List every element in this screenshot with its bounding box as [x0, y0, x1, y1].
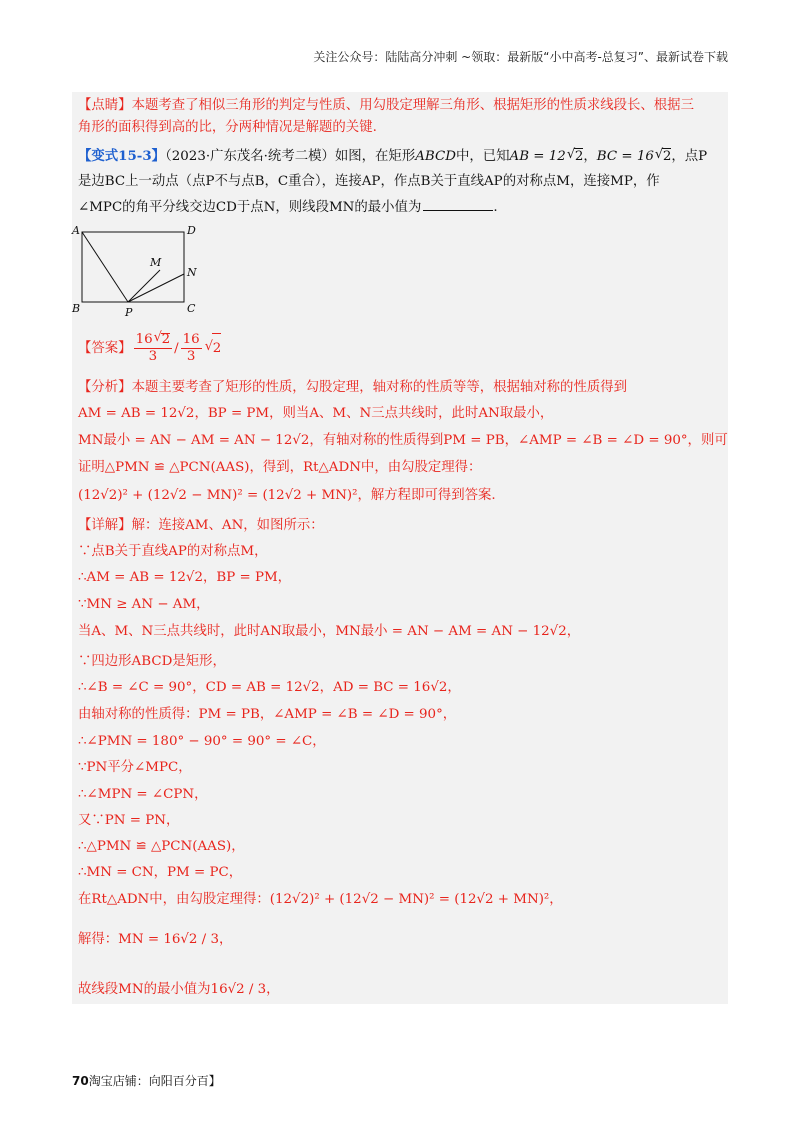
analysis-tag: 【分析】 [78, 380, 132, 395]
problem-given: 中，已知 [455, 149, 510, 164]
answer-fraction-1 [134, 332, 173, 365]
detail-line-15: 解得：MN = 16√2 / 3， [78, 932, 233, 947]
detail-line-6: ∴∠B = ∠C = 90°，CD = AB = 12√2，AD = BC = 16√2， [78, 680, 461, 695]
dianjing-line-1 [78, 96, 694, 116]
segment-pm [128, 270, 160, 302]
analysis-line-5: (12√2)² + (12√2 − MN)² = (12√2 + MN)²，解方程即可得到答案. [78, 488, 496, 503]
label-a: A [72, 224, 80, 237]
analysis-line-1 [78, 378, 627, 398]
page-footer [72, 1072, 221, 1089]
answer-sqrt-2: √ 2 [205, 332, 222, 366]
detail-line-10: ∴∠MPN = ∠CPN， [78, 787, 208, 802]
label-b: B [72, 302, 81, 315]
analysis-line-4: 证明△PMN ≌ △PCN(AAS)，得到，Rt△ADN中，由勾股定理得： [78, 460, 482, 475]
page-header: 关注公众号：陆陆高分冲刺 ~领取：最新版“小中高考-总复习”、最新试卷下载 [313, 50, 728, 64]
answer-den-2: 3 [186, 349, 196, 364]
analysis-line-3: MN最小 = AN − AM = AN − 12√2，有轴对称的性质得到PM = PB，∠AMP = ∠B = ∠D = 90°，则可 [78, 433, 728, 448]
label-c: C [187, 302, 196, 315]
point-p: 点P [684, 149, 708, 164]
segment-pn [128, 274, 184, 302]
problem-line-2: 是边BC上一动点（点P不与点B，C重合），连接AP，作点B关于直线AP的对称点M，连接MP，作 [78, 174, 660, 189]
detail-line-16: 故线段MN的最小值为16√2 / 3， [78, 982, 280, 997]
detail-line-1: ∵点B关于直线AP的对称点M， [78, 544, 268, 559]
detail-line-7: 由轴对称的性质得：PM = PB，∠AMP = ∠B = ∠D = 90°， [78, 707, 457, 722]
answer-fraction-2 [181, 332, 202, 365]
dianjing-line-2: 角形的面积得到高的比，分两种情况是解题的关键. [78, 120, 377, 135]
dianjing-text-1: 本题考查了相似三角形的判定与性质、用勾股定理解三角形、根据矩形的性质求线段长、根据三 [131, 98, 694, 113]
answer-blank [423, 210, 493, 211]
problem-text-3: ∠MPC的角平分线交边CD于点N，则线段MN的最小值为 [78, 200, 422, 215]
rect-name: ABCD [415, 149, 456, 164]
footer-text: 淘宝店铺：向阳百分百】 [88, 1074, 221, 1088]
answer-num-1: 16 [135, 332, 153, 347]
answer-line [78, 332, 221, 366]
analysis-line-2: AM = AB = 12√2，BP = PM，则当A、M、N三点共线时，此时AN取最小， [78, 406, 554, 421]
page-number: 70 [72, 1074, 89, 1088]
problem-tag: 【变式15-3】 [78, 148, 166, 164]
answer-slash: / [174, 341, 179, 356]
detail-line-2: ∴AM = AB = 12√2，BP = PM， [78, 570, 292, 585]
rect-abcd [82, 232, 184, 302]
problem-source: （2023·广东茂名·统考二模）如图，在矩形 [165, 149, 416, 164]
comma-1: ， [583, 149, 597, 164]
segment-ap [82, 232, 128, 302]
answer-tag: 【答案】 [78, 341, 132, 356]
detail-line-9: ∵PN平分∠MPC， [78, 760, 192, 775]
problem-line-1 [78, 146, 707, 167]
detail-text-0: 解：连接AM、AN，如图所示： [131, 518, 324, 533]
problem-line-3 [78, 198, 498, 218]
detail-line-11: 又∵PN = PN， [78, 813, 180, 828]
detail-line-0 [78, 516, 324, 536]
label-m: M [150, 256, 162, 269]
problem-end: . [493, 200, 498, 215]
detail-line-13: ∴MN = CN，PM = PC， [78, 865, 243, 880]
sqrt-2-a: √ 2 [567, 147, 584, 167]
detail-line-5: ∵四边形ABCD是矩形， [78, 654, 226, 669]
dianjing-tag: 【点睛】 [78, 98, 132, 113]
answer-den-1: 3 [148, 349, 158, 364]
detail-line-3: ∵MN ≥ AN − AM， [78, 597, 210, 612]
label-n: N [187, 266, 197, 279]
detail-line-12: ∴△PMN ≌ △PCN(AAS)， [78, 839, 245, 854]
detail-tag: 【详解】 [78, 518, 132, 533]
detail-line-14: 在Rt△ADN中，由勾股定理得：(12√2)² + (12√2 − MN)² = (12√2 + MN)²， [78, 892, 563, 907]
geometry-figure [70, 222, 210, 322]
bc-value: BC = 16 [596, 149, 654, 164]
ab-value: AB = 12 [509, 149, 566, 164]
sqrt-2-b: √ 2 [655, 147, 672, 167]
answer-sqrt-1: √ 2 [154, 332, 171, 348]
label-d: D [187, 224, 196, 237]
answer-num-2: 16 [182, 332, 200, 347]
analysis-text-1: 本题主要考查了矩形的性质，勾股定理，轴对称的性质等等，根据轴对称的性质得到 [131, 380, 628, 395]
label-p: P [125, 306, 133, 319]
detail-line-8: ∴∠PMN = 180° − 90° = 90° = ∠C， [78, 734, 326, 749]
detail-line-4: 当A、M、N三点共线时，此时AN取最小，MN最小 = AN − AM = AN − 12√2， [78, 624, 581, 639]
comma-2: ， [671, 149, 685, 164]
